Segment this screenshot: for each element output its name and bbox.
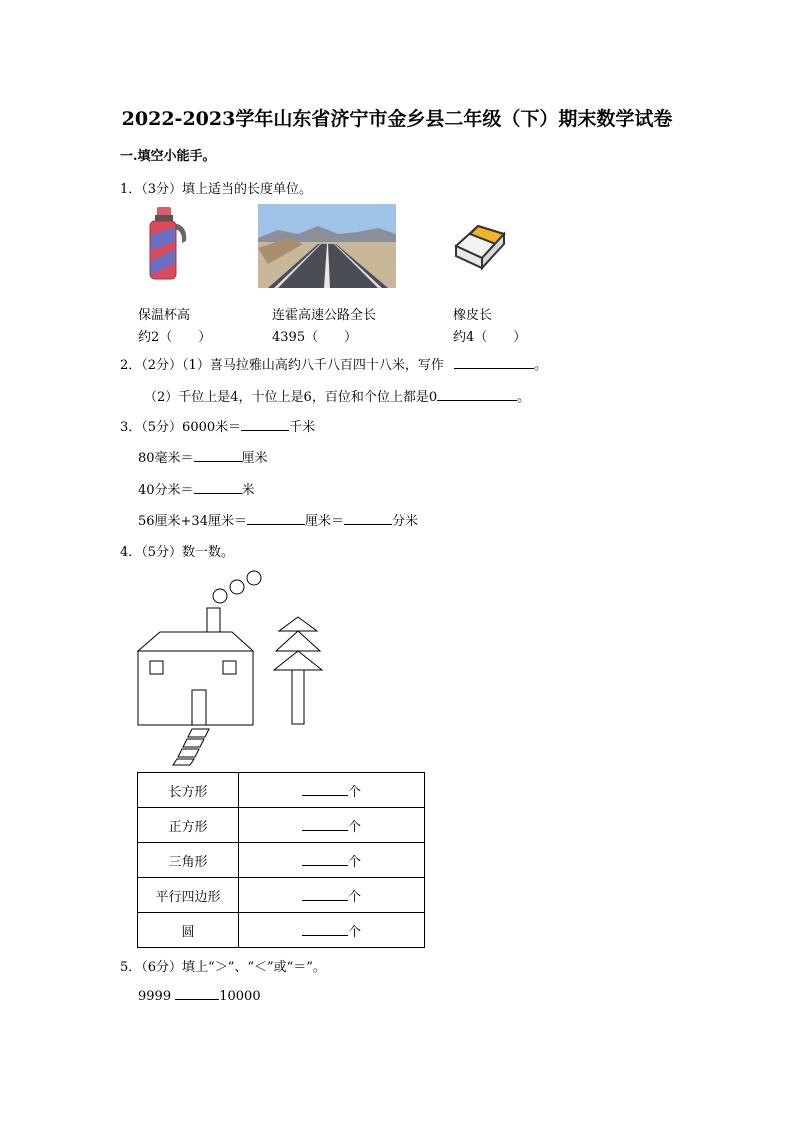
tree-triangle [279, 617, 317, 631]
shape-name: 圆 [138, 913, 239, 948]
step-shape [178, 749, 199, 757]
table-row [138, 808, 425, 843]
unit-text: 个 [347, 854, 361, 870]
count-cell [239, 913, 425, 948]
q3-line1 [120, 416, 315, 435]
q2-line1-text: 2．（2分）（1）喜马拉雅山高约八千八百四十八米，写作 [120, 358, 444, 373]
q1-item-answer[interactable]: 约4（ ） [453, 330, 527, 345]
q2-line1 [120, 354, 547, 373]
smoke-circle [213, 589, 227, 603]
q3-unit: 厘米＝ [304, 514, 344, 529]
count-cell [239, 808, 425, 843]
unit-text: 个 [347, 924, 361, 940]
roof-shape [138, 632, 253, 651]
unit-text: 个 [347, 819, 361, 835]
q3-line4 [138, 510, 418, 529]
shape-name: 三角形 [138, 843, 239, 878]
q1-item-label: 连霍高速公路全长 [272, 308, 377, 323]
step-shape [183, 739, 204, 747]
q5-stem: 5．（6分）填上“＞”、“＜”或“＝”。 [120, 960, 326, 975]
answer-blank[interactable] [175, 987, 219, 1000]
window-square [223, 661, 236, 674]
q3-unit: 米 [241, 483, 255, 498]
q3-unit: 分米 [392, 514, 419, 529]
q3-text: 56厘米+34厘米＝ [138, 514, 247, 529]
table-row [138, 843, 425, 878]
q2-line2-end: 。 [517, 390, 531, 405]
answer-blank[interactable] [302, 923, 348, 936]
answer-blank[interactable] [302, 783, 348, 796]
window-square [150, 661, 163, 674]
q1-item-answer[interactable]: 约2（ ） [138, 330, 212, 345]
answer-blank[interactable] [302, 853, 348, 866]
q3-text: 3．（5分）6000米＝ [120, 420, 242, 435]
eraser-image [452, 220, 508, 272]
q5-number: 10000 [219, 989, 261, 1004]
q5-number: 9999 [138, 989, 172, 1004]
table-row [138, 913, 425, 948]
q3-unit: 千米 [289, 420, 316, 435]
tree-triangle [276, 631, 320, 651]
answer-blank[interactable] [344, 512, 392, 525]
tree-triangle [274, 651, 322, 670]
answer-blank[interactable] [194, 481, 242, 494]
highway-image [258, 204, 396, 288]
unit-text: 个 [347, 889, 361, 905]
q1-item-answer[interactable]: 4395（ ） [272, 330, 358, 345]
door-rect [192, 690, 206, 725]
smoke-circle [230, 580, 244, 594]
q2-line1-end: 。 [533, 358, 547, 373]
q3-line3 [138, 479, 255, 498]
table-row [138, 878, 425, 913]
shape-name: 平行四边形 [138, 878, 239, 913]
step-shape [173, 759, 194, 765]
step-shape [188, 729, 209, 737]
q3-text: 40分米＝ [138, 483, 194, 498]
q3-text: 80毫米＝ [138, 451, 194, 466]
q2-line2-text: （2）千位上是4，十位上是6，百位和个位上都是0 [144, 390, 438, 405]
unit-text: 个 [347, 784, 361, 800]
answer-blank[interactable] [437, 388, 517, 401]
answer-blank[interactable] [241, 418, 289, 431]
page-title: 2022-2023学年山东省济宁市金乡县二年级（下）期末数学试卷 [121, 108, 673, 130]
chimney-rect [207, 608, 220, 632]
tree-trunk [292, 670, 304, 724]
shape-name: 长方形 [138, 773, 239, 808]
q1-stem: 1．（3分）填上适当的长度单位。 [120, 182, 313, 197]
answer-blank[interactable] [194, 449, 242, 462]
answer-blank[interactable] [302, 818, 348, 831]
thermos-image [142, 205, 192, 285]
count-cell [239, 843, 425, 878]
q3-line2 [138, 447, 268, 466]
q2-line2 [144, 386, 530, 405]
count-cell [239, 878, 425, 913]
q1-item-label: 保温杯高 [138, 308, 191, 323]
count-table [137, 772, 425, 948]
house-tree-figure [130, 565, 340, 770]
count-cell [239, 773, 425, 808]
section-heading: 一.填空小能手。 [120, 149, 216, 164]
q3-unit: 厘米 [241, 451, 268, 466]
table-row [138, 773, 425, 808]
answer-blank[interactable] [302, 888, 348, 901]
smoke-circle [247, 571, 261, 585]
q5-line1 [138, 987, 261, 1004]
answer-blank[interactable] [454, 356, 534, 369]
answer-blank[interactable] [247, 512, 305, 525]
shape-name: 正方形 [138, 808, 239, 843]
q4-stem: 4．（5分）数一数。 [120, 545, 235, 560]
q1-item-label: 橡皮长 [453, 308, 493, 323]
